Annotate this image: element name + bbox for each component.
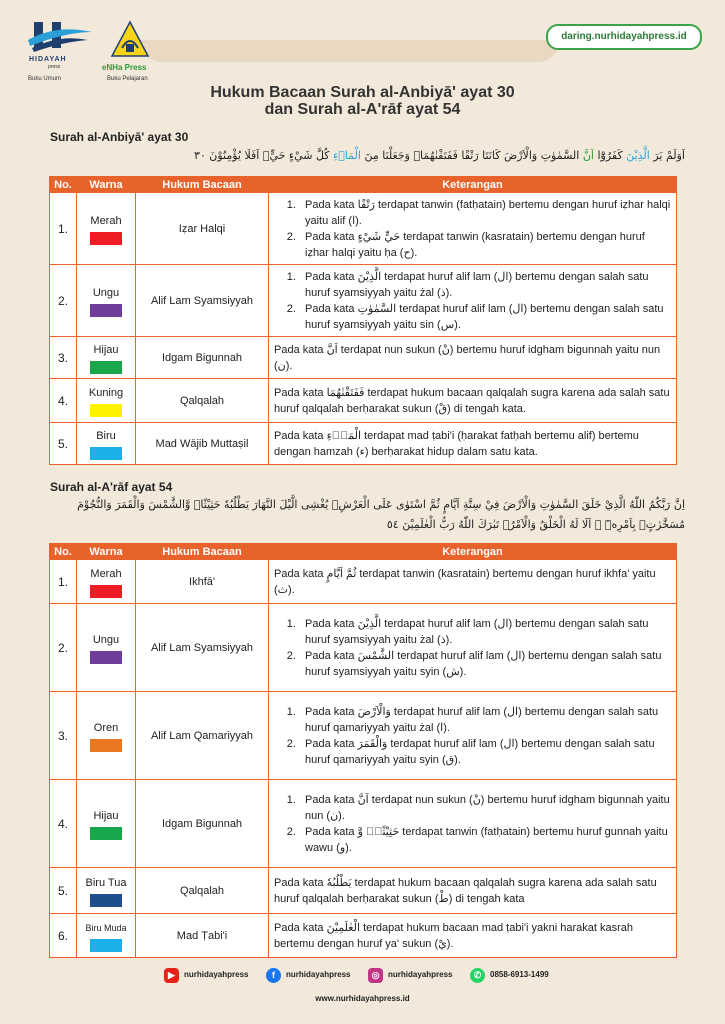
row-number: 5. (50, 868, 77, 914)
youtube-icon[interactable]: ▶ (164, 968, 179, 983)
row-number: 2. (50, 604, 77, 692)
row-number: 1. (50, 193, 77, 265)
color-name: Biru Muda (85, 922, 127, 933)
color-swatch (90, 894, 122, 907)
row-hukum: Mad Wājib Muttaṣil (136, 423, 269, 465)
table-row (50, 604, 677, 692)
section2-table (49, 543, 677, 958)
verse-part: كَفَرُوْٓا (593, 149, 627, 162)
facebook-icon[interactable]: f (266, 968, 281, 983)
row-keterangan (269, 692, 677, 780)
logo1-caption: Buku Umum (28, 76, 62, 82)
row-keterangan (269, 604, 677, 692)
section2-heading: Surah al-A'rāf ayat 54 (50, 480, 173, 494)
row-keterangan: Pada kata ثُمَّ اَيَّامٍ terdapat tanwin (kasratain) bertemu dengan huruf ikhfa' yaitu (ث). (269, 560, 677, 604)
row-hukum: Qalqalah (136, 379, 269, 423)
row-color (77, 914, 136, 958)
row-number: 4. (50, 379, 77, 423)
hidayah-brand: HIDAYAH (29, 56, 67, 63)
row-color (77, 868, 136, 914)
list-item: 2. Pada kata حَثِيْثًاۙ وَّ terdapat tanwin (fatḥatain) bertemu huruf gunnah yaitu wawu (و). (299, 824, 671, 856)
color-name: Merah (90, 214, 122, 227)
site-url-badge[interactable]: daring.nurhidayahpress.id (546, 24, 702, 50)
color-name: Hijau (93, 809, 119, 822)
row-hukum: Alif Lam Qamariyyah (136, 692, 269, 780)
table-row (50, 265, 677, 337)
table-header-row (50, 544, 677, 560)
hidayah-sub: press (48, 64, 61, 70)
row-number: 4. (50, 780, 77, 868)
row-color (77, 337, 136, 379)
footer (0, 966, 725, 1024)
row-color (77, 265, 136, 337)
verse-line-2: مُسَخَّرٰتٍۢ بِاَمْرِهٖٓ ۗ اَلَا لَهُ الْخَلْقُ وَالْاَمْرُۗ تَبٰرَكَ اللّٰهُ رَبُّ الْعٰلَمِيْنَ ٥٤ (386, 518, 685, 531)
table-header-row (50, 177, 677, 193)
row-keterangan: Pada kata الْعٰلَمِيْنَ terdapat hukum bacaan mad ṭabi'i yakni harakat kasrah bertemu dengan huruf ya' sukun (يْ). (269, 914, 677, 958)
row-number: 5. (50, 423, 77, 465)
row-keterangan (269, 265, 677, 337)
list-item: 2. Pada kata وَالْقَمَرَ terdapat huruf alif lam (ال) bertemu dengan salah satu huruf qamariyyah yaitu syin (ق). (299, 736, 671, 768)
color-name: Ungu (92, 286, 120, 299)
color-name: Hijau (93, 343, 119, 356)
col-no: No. (50, 544, 77, 560)
row-color (77, 780, 136, 868)
color-name: Ungu (92, 633, 120, 646)
row-hukum: Idgam Bigunnah (136, 337, 269, 379)
color-name: Biru (96, 429, 116, 442)
col-hukum: Hukum Bacaan (136, 544, 269, 560)
enha-brand: eNHa Press (102, 63, 147, 72)
instagram-handle[interactable]: nurhidayahpress (388, 970, 453, 979)
row-hukum: Qalqalah (136, 868, 269, 914)
row-hukum: Ikhfā' (136, 560, 269, 604)
whatsapp-number[interactable]: 0858-6913-1499 (490, 970, 549, 979)
row-number: 6. (50, 914, 77, 958)
color-name: Biru Tua (85, 876, 127, 889)
list-item: 1. Pada kata وَالْاَرْضَ terdapat huruf alif lam (ال) bertemu dengan salah satu huruf qamariyyah yaitu żal (ا). (299, 704, 671, 736)
row-color (77, 604, 136, 692)
instagram-icon[interactable]: ◎ (368, 968, 383, 983)
table-row (50, 193, 677, 265)
row-hukum: Alif Lam Syamsiyyah (136, 604, 269, 692)
col-warna: Warna (77, 544, 136, 560)
row-number: 2. (50, 265, 77, 337)
table-row (50, 780, 677, 868)
title-line-2: dan Surah al-A'rāf ayat 54 (264, 101, 461, 118)
section1-heading: Surah al-Anbiyā' ayat 30 (50, 130, 189, 144)
table-row (50, 868, 677, 914)
verse-part: اَوَلَمْ يَرَ (649, 149, 685, 162)
row-number: 3. (50, 337, 77, 379)
color-swatch (90, 304, 122, 317)
row-color (77, 379, 136, 423)
row-keterangan: Pada kata يَطْلُبُهٗ terdapat hukum bacaan qalqalah sugra karena ada salah satu huruf qalqalah berḥarakat sukun (طْ) di tengah kata (269, 868, 677, 914)
footer-website[interactable]: www.nurhidayahpress.id (315, 994, 410, 1003)
color-swatch (90, 361, 122, 374)
table-row (50, 337, 677, 379)
row-keterangan: Pada kata اَنَّ terdapat nun sukun (نْ) bertemu huruf idgham bigunnah yaitu nun (ن). (269, 337, 677, 379)
hidayah-logo-icon (26, 18, 96, 58)
verse-line-1: اِنَّ رَبَّكُمُ اللّٰهُ الَّذِيْ خَلَقَ السَّمٰوٰتِ وَالْاَرْضَ فِيْ سِتَّةِ اَيَّامٍ ثُمَّ اسْتَوٰى عَلَى الْعَرْشِۗ يُغْشِى الَّيْلَ النَّهَارَ يَطْلُبُهٗ حَثِيْثًاۙ وَّالشَّمْسَ وَالْقَمَرَ وَالنُّجُوْمَ (77, 498, 685, 511)
section1-table (49, 176, 677, 465)
row-hukum: Mad Ṭabi'i (136, 914, 269, 958)
color-name: Merah (90, 567, 122, 580)
facebook-handle[interactable]: nurhidayahpress (286, 970, 351, 979)
color-name: Oren (93, 721, 119, 734)
row-number: 1. (50, 560, 77, 604)
whatsapp-icon[interactable]: ✆ (470, 968, 485, 983)
col-keterangan: Keterangan (269, 177, 677, 193)
color-swatch (90, 232, 122, 245)
row-keterangan (269, 780, 677, 868)
hidayah-logo (26, 18, 96, 73)
logo2-caption: Buku Pelajaran (107, 76, 148, 82)
row-keterangan: Pada kata الْمَاۤءِ terdapat mad ṭabi'i (ḥarakat fatḥah bertemu alif) bertemu dengan hamzah (ء) berḥarakat hidup dalam satu kata. (269, 423, 677, 465)
color-name: Kuning (88, 386, 124, 399)
table-row (50, 423, 677, 465)
verse-part-mad: الْمَاۤءِ (333, 149, 361, 162)
table-row (50, 379, 677, 423)
col-no: No. (50, 177, 77, 193)
row-color (77, 423, 136, 465)
color-swatch (90, 651, 122, 664)
enha-logo (104, 20, 164, 78)
col-hukum: Hukum Bacaan (136, 177, 269, 193)
enha-logo-icon (104, 20, 164, 62)
header-decoration (140, 40, 560, 62)
list-item: 1. Pada kata الَّذِيْنَ terdapat huruf alif lam (ال) bertemu dengan salah satu huruf syamsiyyah yaitu żal (ذ). (299, 269, 671, 301)
list-item: 1. Pada kata اَنَّ terdapat nun sukun (نْ) bertemu huruf idgham bigunnah yaitu nun (ن). (299, 792, 671, 824)
row-keterangan (269, 193, 677, 265)
title-line-1: Hukum Bacaan Surah al-Anbiyā' ayat 30 (210, 84, 515, 101)
verse-part-syamsiyyah: الَّذِيْنَ (626, 149, 650, 162)
table-row (50, 914, 677, 958)
row-number: 3. (50, 692, 77, 780)
verse-part: السَّمٰوٰتِ وَالْاَرْضَ كَانَتَا رَتْقًا فَفَتَقْنٰهُمَاۗ وَجَعَلْنَا مِنَ (360, 149, 580, 162)
list-item: 2. Pada kata حَيٍّ شَيْءٍ terdapat tanwin (kasratain) bertemu dengan huruf iẓhar halqi yaitu ḥa (ح). (299, 229, 671, 261)
color-swatch (90, 739, 122, 752)
list-item: 1. Pada kata رَتْقًا terdapat tanwin (fatḥatain) bertemu dengan huruf iẓhar halqi yaitu alif (ا). (299, 197, 671, 229)
color-swatch (90, 939, 122, 952)
section1-verse (40, 146, 685, 166)
col-keterangan: Keterangan (269, 544, 677, 560)
table-row (50, 692, 677, 780)
row-color (77, 692, 136, 780)
row-color (77, 560, 136, 604)
color-swatch (90, 585, 122, 598)
color-swatch (90, 827, 122, 840)
list-item: 2. Pada kata الشَّمْسَ terdapat huruf alif lam (ال) bertemu dengan salah satu huruf syamsiyyah yaitu syin (ش). (299, 648, 671, 680)
list-item: 2. Pada kata السَّمٰوٰتِ terdapat huruf alif lam (ال) bertemu dengan salah satu huruf syamsiyyah yaitu sin (س). (299, 301, 671, 333)
page-title (0, 84, 725, 118)
row-hukum: Idgam Bigunnah (136, 780, 269, 868)
row-hukum: Alif Lam Syamsiyyah (136, 265, 269, 337)
verse-part-idgam: اَنَّ (579, 149, 594, 162)
row-hukum: Iẓar Halqi (136, 193, 269, 265)
col-warna: Warna (77, 177, 136, 193)
verse-part: كُلَّ شَيْءٍ حَيٍّۗ اَفَلَا يُؤْمِنُوْنَ ٣٠ (193, 149, 334, 162)
section2-verse (40, 495, 685, 535)
color-swatch (90, 404, 122, 417)
youtube-handle[interactable]: nurhidayahpress (184, 970, 249, 979)
row-keterangan: Pada kata فَفَتَقْنٰهُمَا terdapat hukum bacaan qalqalah sugra karena ada salah satu huruf qalqalah berḥarakat sukun (قْ) di tengah kata. (269, 379, 677, 423)
list-item: 1. Pada kata الَّذِيْنَ terdapat huruf alif lam (ال) bertemu dengan salah satu huruf syamsiyyah yaitu żal (ذ). (299, 616, 671, 648)
row-color (77, 193, 136, 265)
table-row (50, 560, 677, 604)
color-swatch (90, 447, 122, 460)
